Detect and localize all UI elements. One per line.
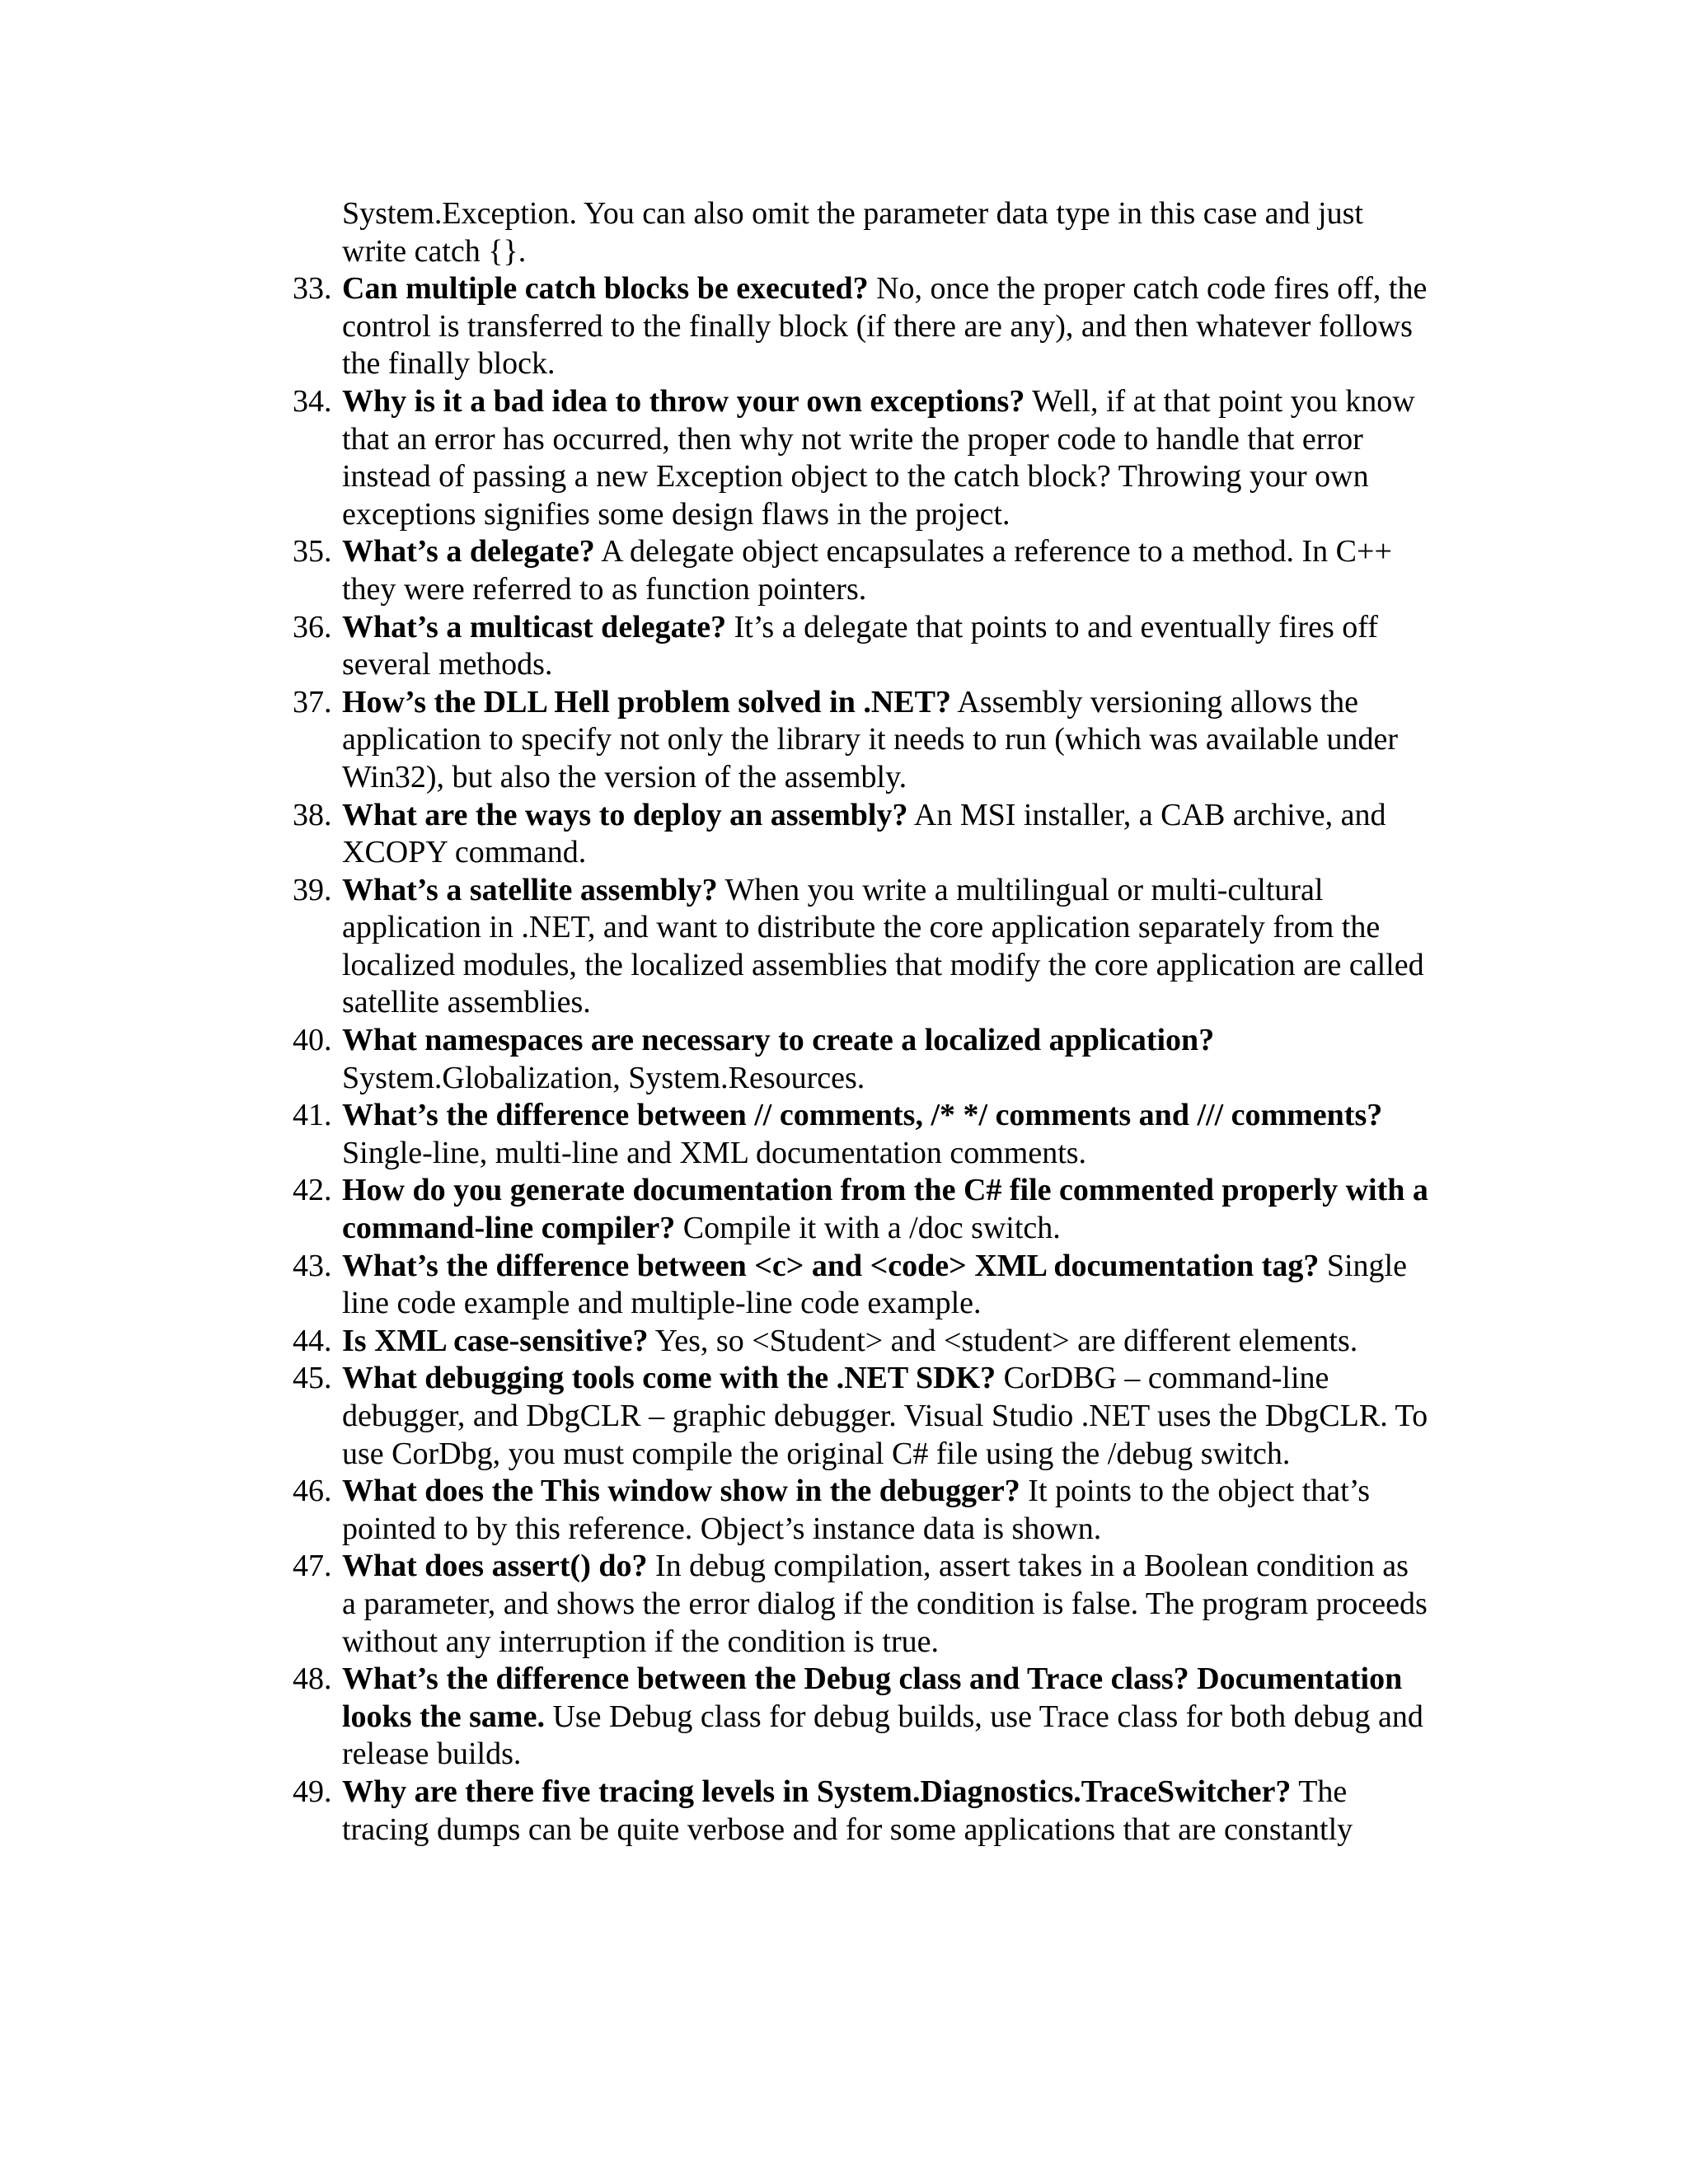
answer: When you write a multilingual or multi-cultural application in .NET, and want to distribute the core application separately from the localized modules, the localized assemblies that modify the core application are called satellite assemblies. — [342, 872, 1424, 1020]
question: What does the This window show in the debugger? — [342, 1474, 1020, 1509]
answer: No, once the proper catch code fires off, the control is transferred to the finally block (if there are any), and then whatever follows the finally block. — [342, 271, 1428, 382]
question: What are the ways to deploy an assembly? — [342, 797, 908, 832]
question: Why is it a bad idea to throw your own exceptions? — [342, 383, 1025, 419]
qa-item-41 — [293, 1097, 1430, 1172]
answer: A delegate object encapsulates a reference to a method. In C++ they were referred to as function pointers. — [342, 534, 1392, 607]
qa-item-47 — [293, 1548, 1430, 1661]
qa-item-39 — [293, 872, 1430, 1022]
qa-item-49 — [293, 1774, 1430, 1849]
question: Can multiple catch blocks be executed? — [342, 271, 869, 307]
answer: It points to the object that’s pointed to by this reference. Object’s instance data is shown. — [342, 1474, 1371, 1546]
question: How’s the DLL Hell problem solved in .NET? — [342, 684, 951, 719]
item-text — [342, 609, 1430, 684]
item-number: 34. — [293, 383, 332, 419]
answer: In debug compilation, assert takes in a Boolean condition as a parameter, and shows the error dialog if the condition is false. The program proceeds without any interruption if the condition is true. — [342, 1549, 1428, 1659]
item-text — [342, 1661, 1430, 1774]
item-number: 38. — [293, 797, 332, 832]
question: What’s the difference between <c> and <code> XML documentation tag? — [342, 1248, 1320, 1283]
item-number: 39. — [293, 872, 332, 907]
qa-item-35 — [293, 533, 1430, 608]
item-number: 45. — [293, 1361, 332, 1396]
item-number: 33. — [293, 271, 332, 307]
qa-item-38 — [293, 797, 1430, 872]
item-text — [342, 1323, 1430, 1361]
continued-answer: System.Exception. You can also omit the parameter data type in this case and just write catch {}. — [342, 196, 1363, 269]
question: Why are there five tracing levels in System.Diagnostics.TraceSwitcher? — [342, 1774, 1292, 1809]
answer: An MSI installer, a CAB archive, and XCOPY command. — [342, 797, 1386, 870]
answer: Compile it with a /doc switch. — [675, 1211, 1061, 1246]
item-text — [342, 684, 1430, 797]
qa-item-33 — [293, 270, 1430, 383]
item-text — [342, 1360, 1430, 1473]
question: What’s a multicast delegate? — [342, 609, 727, 644]
item-text — [342, 533, 1430, 608]
question: What debugging tools come with the .NET SDK? — [342, 1361, 996, 1396]
item-text — [342, 1097, 1430, 1172]
question: How do you generate documentation from the C# file commented properly with a command-line compiler? — [342, 1173, 1428, 1246]
qa-item-43 — [293, 1248, 1430, 1323]
question: What’s the difference between the Debug class and Trace class? Documentation looks the same. — [342, 1661, 1403, 1734]
item-text — [342, 1172, 1430, 1247]
item-text — [342, 1473, 1430, 1548]
qa-item-45 — [293, 1360, 1430, 1473]
qa-item-36 — [293, 609, 1430, 684]
item-number: 49. — [293, 1774, 332, 1809]
qa-item-34 — [293, 383, 1430, 533]
answer: Single line code example and multiple-line code example. — [342, 1248, 1407, 1321]
answer: Yes, so <Student> and <student> are different elements. — [648, 1323, 1358, 1358]
question: What’s a satellite assembly? — [342, 872, 718, 907]
item-number: 41. — [293, 1098, 332, 1133]
item-text — [342, 1248, 1430, 1323]
item-number: 46. — [293, 1474, 332, 1509]
qa-item-44 — [293, 1323, 1430, 1361]
item-text — [342, 872, 1430, 1022]
item-text — [342, 270, 1430, 383]
qa-item-48 — [293, 1661, 1430, 1774]
answer: Assembly versioning allows the application to specify not only the library it needs to run (which was available under Win32), but also the version of the assembly. — [342, 684, 1399, 794]
question: Is XML case-sensitive? — [342, 1323, 649, 1358]
answer: Single-line, multi-line and XML documentation comments. — [342, 1135, 1087, 1170]
item-text — [342, 1774, 1430, 1849]
qa-item-40 — [293, 1022, 1430, 1097]
question: What’s the difference between // comments, /* */ comments and /// comments? — [342, 1098, 1383, 1133]
item-number: 48. — [293, 1661, 332, 1697]
qa-item-37 — [293, 684, 1430, 797]
item-text — [342, 383, 1430, 533]
item-number: 44. — [293, 1323, 332, 1358]
item-number: 43. — [293, 1248, 332, 1283]
item-text — [342, 1548, 1430, 1661]
item-number: 47. — [293, 1549, 332, 1584]
item-number: 37. — [293, 684, 332, 719]
question: What’s a delegate? — [342, 534, 595, 569]
answer: Use Debug class for debug builds, use Trace class for both debug and release builds. — [342, 1699, 1423, 1772]
item-number: 42. — [293, 1173, 332, 1208]
item-text — [342, 1022, 1430, 1097]
item-text — [342, 797, 1430, 872]
qa-item-42 — [293, 1172, 1430, 1247]
qa-item-46 — [293, 1473, 1430, 1548]
answer: CorDBG – command-line debugger, and DbgCLR – graphic debugger. Visual Studio .NET uses the DbgCLR. To use CorDbg, you must compile the original C# file using the /debug switch. — [342, 1361, 1428, 1471]
answer: System.Globalization, System.Resources. — [342, 1060, 865, 1095]
item-number: 35. — [293, 534, 332, 569]
item-number: 36. — [293, 609, 332, 644]
answer: It’s a delegate that points to and eventually fires off several methods. — [342, 609, 1378, 682]
qa-list — [293, 195, 1430, 1849]
answer: The tracing dumps can be quite verbose and for some applications that are constantly — [342, 1774, 1353, 1847]
item-number: 40. — [293, 1023, 332, 1058]
question: What does assert() do? — [342, 1549, 648, 1584]
answer: Well, if at that point you know that an error has occurred, then why not write the proper code to handle that error instead of passing a new Exception object to the catch block? Throwing your own exceptions signifies some design flaws in the project. — [342, 383, 1415, 532]
question: What namespaces are necessary to create a localized application? — [342, 1023, 1215, 1058]
